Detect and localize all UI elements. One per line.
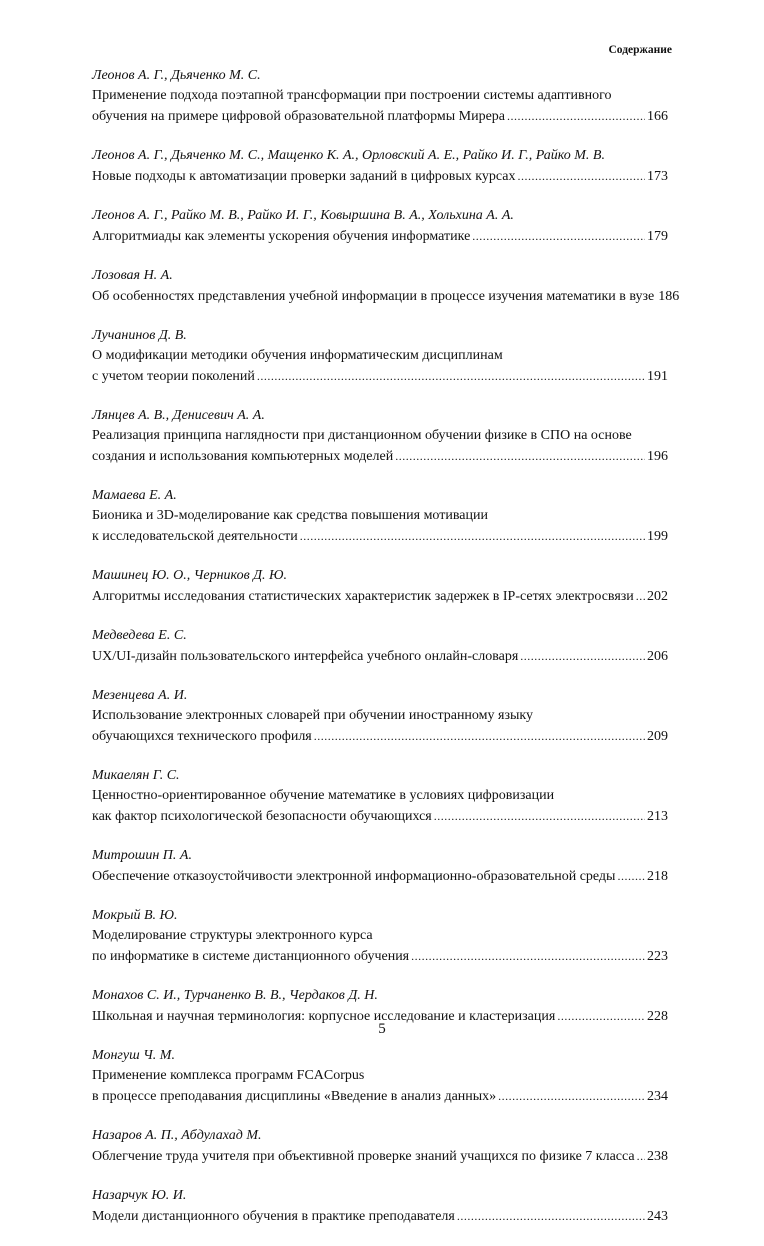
- toc-entry-page-number: 196: [647, 449, 668, 464]
- toc-entry-title-text: Об особенностях представления учебной информации в процессе изучения математики в вузе: [92, 289, 655, 304]
- toc-entry-title-text: как фактор психологической безопасности обучающихся: [92, 809, 432, 824]
- dot-leader: [411, 946, 645, 966]
- toc-entry-authors: Назаров А. П., Абдулахад М.: [92, 1128, 262, 1143]
- toc-entry-title-text: обучения на примере цифровой образовательной платформы Мирера: [92, 109, 505, 124]
- toc-entry: [92, 566, 668, 607]
- toc-entry-title-text: Школьная и научная терминология: корпусное исследование и кластеризация: [92, 1009, 556, 1024]
- toc-entry-title-text: Алгоритмиады как элементы ускорения обучения информатике: [92, 229, 471, 244]
- toc-entry-title-text: создания и использования компьютерных моделей: [92, 449, 394, 464]
- dot-leader: [314, 726, 645, 746]
- toc-entry-authors: Леонов А. Г., Райко М. В., Райко И. Г., Ковыршина В. А., Хольхина А. А.: [92, 208, 514, 223]
- toc-entry-authors: Лянцев А. В., Денисевич А. А.: [92, 408, 265, 423]
- toc-entry-page-number: 202: [647, 589, 668, 604]
- dot-leader: [507, 106, 645, 126]
- toc-entry: [92, 326, 668, 387]
- dot-leader: [617, 866, 645, 886]
- toc-entry-title-line: [92, 586, 668, 607]
- toc-entry-page-number: 206: [647, 649, 668, 664]
- dot-leader: [636, 586, 645, 606]
- toc-entry: [92, 626, 668, 667]
- toc-entry-page-number: 179: [647, 229, 668, 244]
- toc-entry-authors: Монахов С. И., Турчаненко В. В., Чердаков Д. Н.: [92, 988, 378, 1003]
- toc-entry-authors: Назарчук Ю. И.: [92, 1188, 187, 1203]
- toc-entry: [92, 206, 668, 247]
- toc-entry: [92, 146, 668, 187]
- toc-entry-authors: Машинец Ю. О., Черников Д. Ю.: [92, 568, 288, 583]
- toc-entry-title-line: [92, 946, 668, 967]
- toc-entry-page-number: 199: [647, 529, 668, 544]
- toc-entry-authors: Микаелян Г. С.: [92, 768, 180, 783]
- toc-entry-page-number: 209: [647, 729, 668, 744]
- toc-entry-title-text: по информатике в системе дистанционного обучения: [92, 949, 410, 964]
- toc-entry-authors: Лучанинов Д. В.: [92, 328, 187, 343]
- toc-entry-title-text: Обеспечение отказоустойчивости электронной информационно-образовательной среды: [92, 869, 616, 884]
- dot-leader: [457, 1206, 645, 1226]
- dot-leader: [434, 806, 645, 826]
- dot-leader: [257, 366, 645, 386]
- toc-entry-title-text: UX/UI-дизайн пользовательского интерфейса учебного онлайн-словаря: [92, 649, 519, 664]
- toc-entry-title-line: Использование электронных словарей при обучении иностранному языку: [92, 708, 533, 723]
- toc-entry-title-line: [92, 806, 668, 827]
- toc-entry-title-line: [92, 106, 668, 127]
- running-header: Содержание: [608, 44, 672, 56]
- toc-entry-page-number: 218: [647, 869, 668, 884]
- toc-entry: [92, 1126, 668, 1167]
- dot-leader: [518, 166, 645, 186]
- toc-list: [92, 66, 680, 1246]
- dot-leader: [300, 526, 645, 546]
- toc-entry-title-text: в процессе преподавания дисциплины «Введение в анализ данных»: [92, 1089, 497, 1104]
- toc-entry-title-line: Применение комплекса программ FCACorpus: [92, 1068, 365, 1083]
- toc-entry-title-line: Применение подхода поэтапной трансформации при построении системы адаптивного: [92, 88, 612, 103]
- toc-entry: [92, 1186, 668, 1227]
- toc-entry-title-line: [92, 446, 668, 467]
- toc-entry-authors: Лозовая Н. А.: [92, 268, 173, 283]
- toc-entry-authors: Мокрый В. Ю.: [92, 908, 178, 923]
- toc-entry: [92, 766, 668, 827]
- toc-entry-title-line: [92, 646, 668, 667]
- toc-entry-title-line: Реализация принципа наглядности при дистанционном обучении физике в СПО на основе: [92, 428, 632, 443]
- toc-entry-page-number: 166: [647, 109, 668, 124]
- toc-entry-page-number: 186: [658, 289, 680, 304]
- toc-entry-title-line: [92, 726, 668, 747]
- toc-entry: [92, 406, 668, 467]
- dot-leader: [498, 1086, 645, 1106]
- toc-entry-page-number: 223: [647, 949, 668, 964]
- toc-entry-title-line: Бионика и 3D-моделирование как средства повышения мотивации: [92, 508, 488, 523]
- toc-entry-title-text: с учетом теории поколений: [92, 369, 255, 384]
- toc-entry: [92, 686, 668, 747]
- toc-entry-title-text: к исследовательской деятельности: [92, 529, 298, 544]
- toc-entry-authors: Леонов А. Г., Дьяченко М. С.: [92, 68, 261, 83]
- toc-entry-title-text: Новые подходы к автоматизации проверки заданий в цифровых курсах: [92, 169, 516, 184]
- toc-entry-title-line: [92, 226, 668, 247]
- toc-entry-title-line: [92, 1086, 668, 1107]
- dot-leader: [395, 446, 645, 466]
- toc-entry-authors: Леонов А. Г., Дьяченко М. С., Мащенко К. А., Орловский А. Е., Райко И. Г., Райко М. В.: [92, 148, 605, 163]
- toc-entry-authors: Мезенцева А. И.: [92, 688, 188, 703]
- toc-entry-title-line: [92, 526, 668, 547]
- toc-entry-title-line: О модификации методики обучения информатическим дисциплинам: [92, 348, 503, 363]
- toc-entry: [92, 266, 680, 307]
- toc-entry-page-number: 234: [647, 1089, 668, 1104]
- toc-entry-authors: Монгуш Ч. М.: [92, 1048, 175, 1063]
- toc-entry-title-line: [92, 366, 668, 387]
- toc-entry-page-number: 243: [647, 1209, 668, 1224]
- toc-entry-title-line: [92, 1206, 668, 1227]
- toc-entry-title-line: [92, 866, 668, 887]
- toc-entry-authors: Медведева Е. С.: [92, 628, 187, 643]
- toc-entry-title-text: обучающихся технического профиля: [92, 729, 312, 744]
- toc-entry-title-line: [92, 286, 680, 307]
- toc-entry: [92, 846, 668, 887]
- toc-entry: [92, 486, 668, 547]
- toc-entry-page-number: 173: [647, 169, 668, 184]
- toc-entry-title-text: Алгоритмы исследования статистических характеристик задержек в IP-сетях электросвязи: [92, 589, 634, 604]
- toc-entry-page-number: 228: [647, 1009, 668, 1024]
- page-number: 5: [378, 1021, 386, 1037]
- toc-entry: [92, 906, 668, 967]
- dot-leader: [472, 226, 645, 246]
- toc-entry-authors: Митрошин П. А.: [92, 848, 192, 863]
- toc-entry: [92, 1046, 668, 1107]
- toc-entry-title-text: Облегчение труда учителя при объективной проверке знаний учащихся по физике 7 класса: [92, 1149, 635, 1164]
- dot-leader: [637, 1146, 645, 1166]
- toc-entry-page-number: 213: [647, 809, 668, 824]
- toc-entry: [92, 66, 668, 127]
- toc-entry-page-number: 191: [647, 369, 668, 384]
- toc-entry-title-line: Моделирование структуры электронного курса: [92, 928, 373, 943]
- toc-entry-title-line: Ценностно-ориентированное обучение математике в условиях цифровизации: [92, 788, 555, 803]
- dot-leader: [520, 646, 645, 666]
- toc-entry-authors: Мамаева Е. А.: [92, 488, 177, 503]
- toc-entry-title-line: [92, 1146, 668, 1167]
- toc-entry-title-line: [92, 166, 668, 187]
- toc-entry-title-text: Модели дистанционного обучения в практике преподавателя: [92, 1209, 455, 1224]
- toc-entry-page-number: 238: [647, 1149, 668, 1164]
